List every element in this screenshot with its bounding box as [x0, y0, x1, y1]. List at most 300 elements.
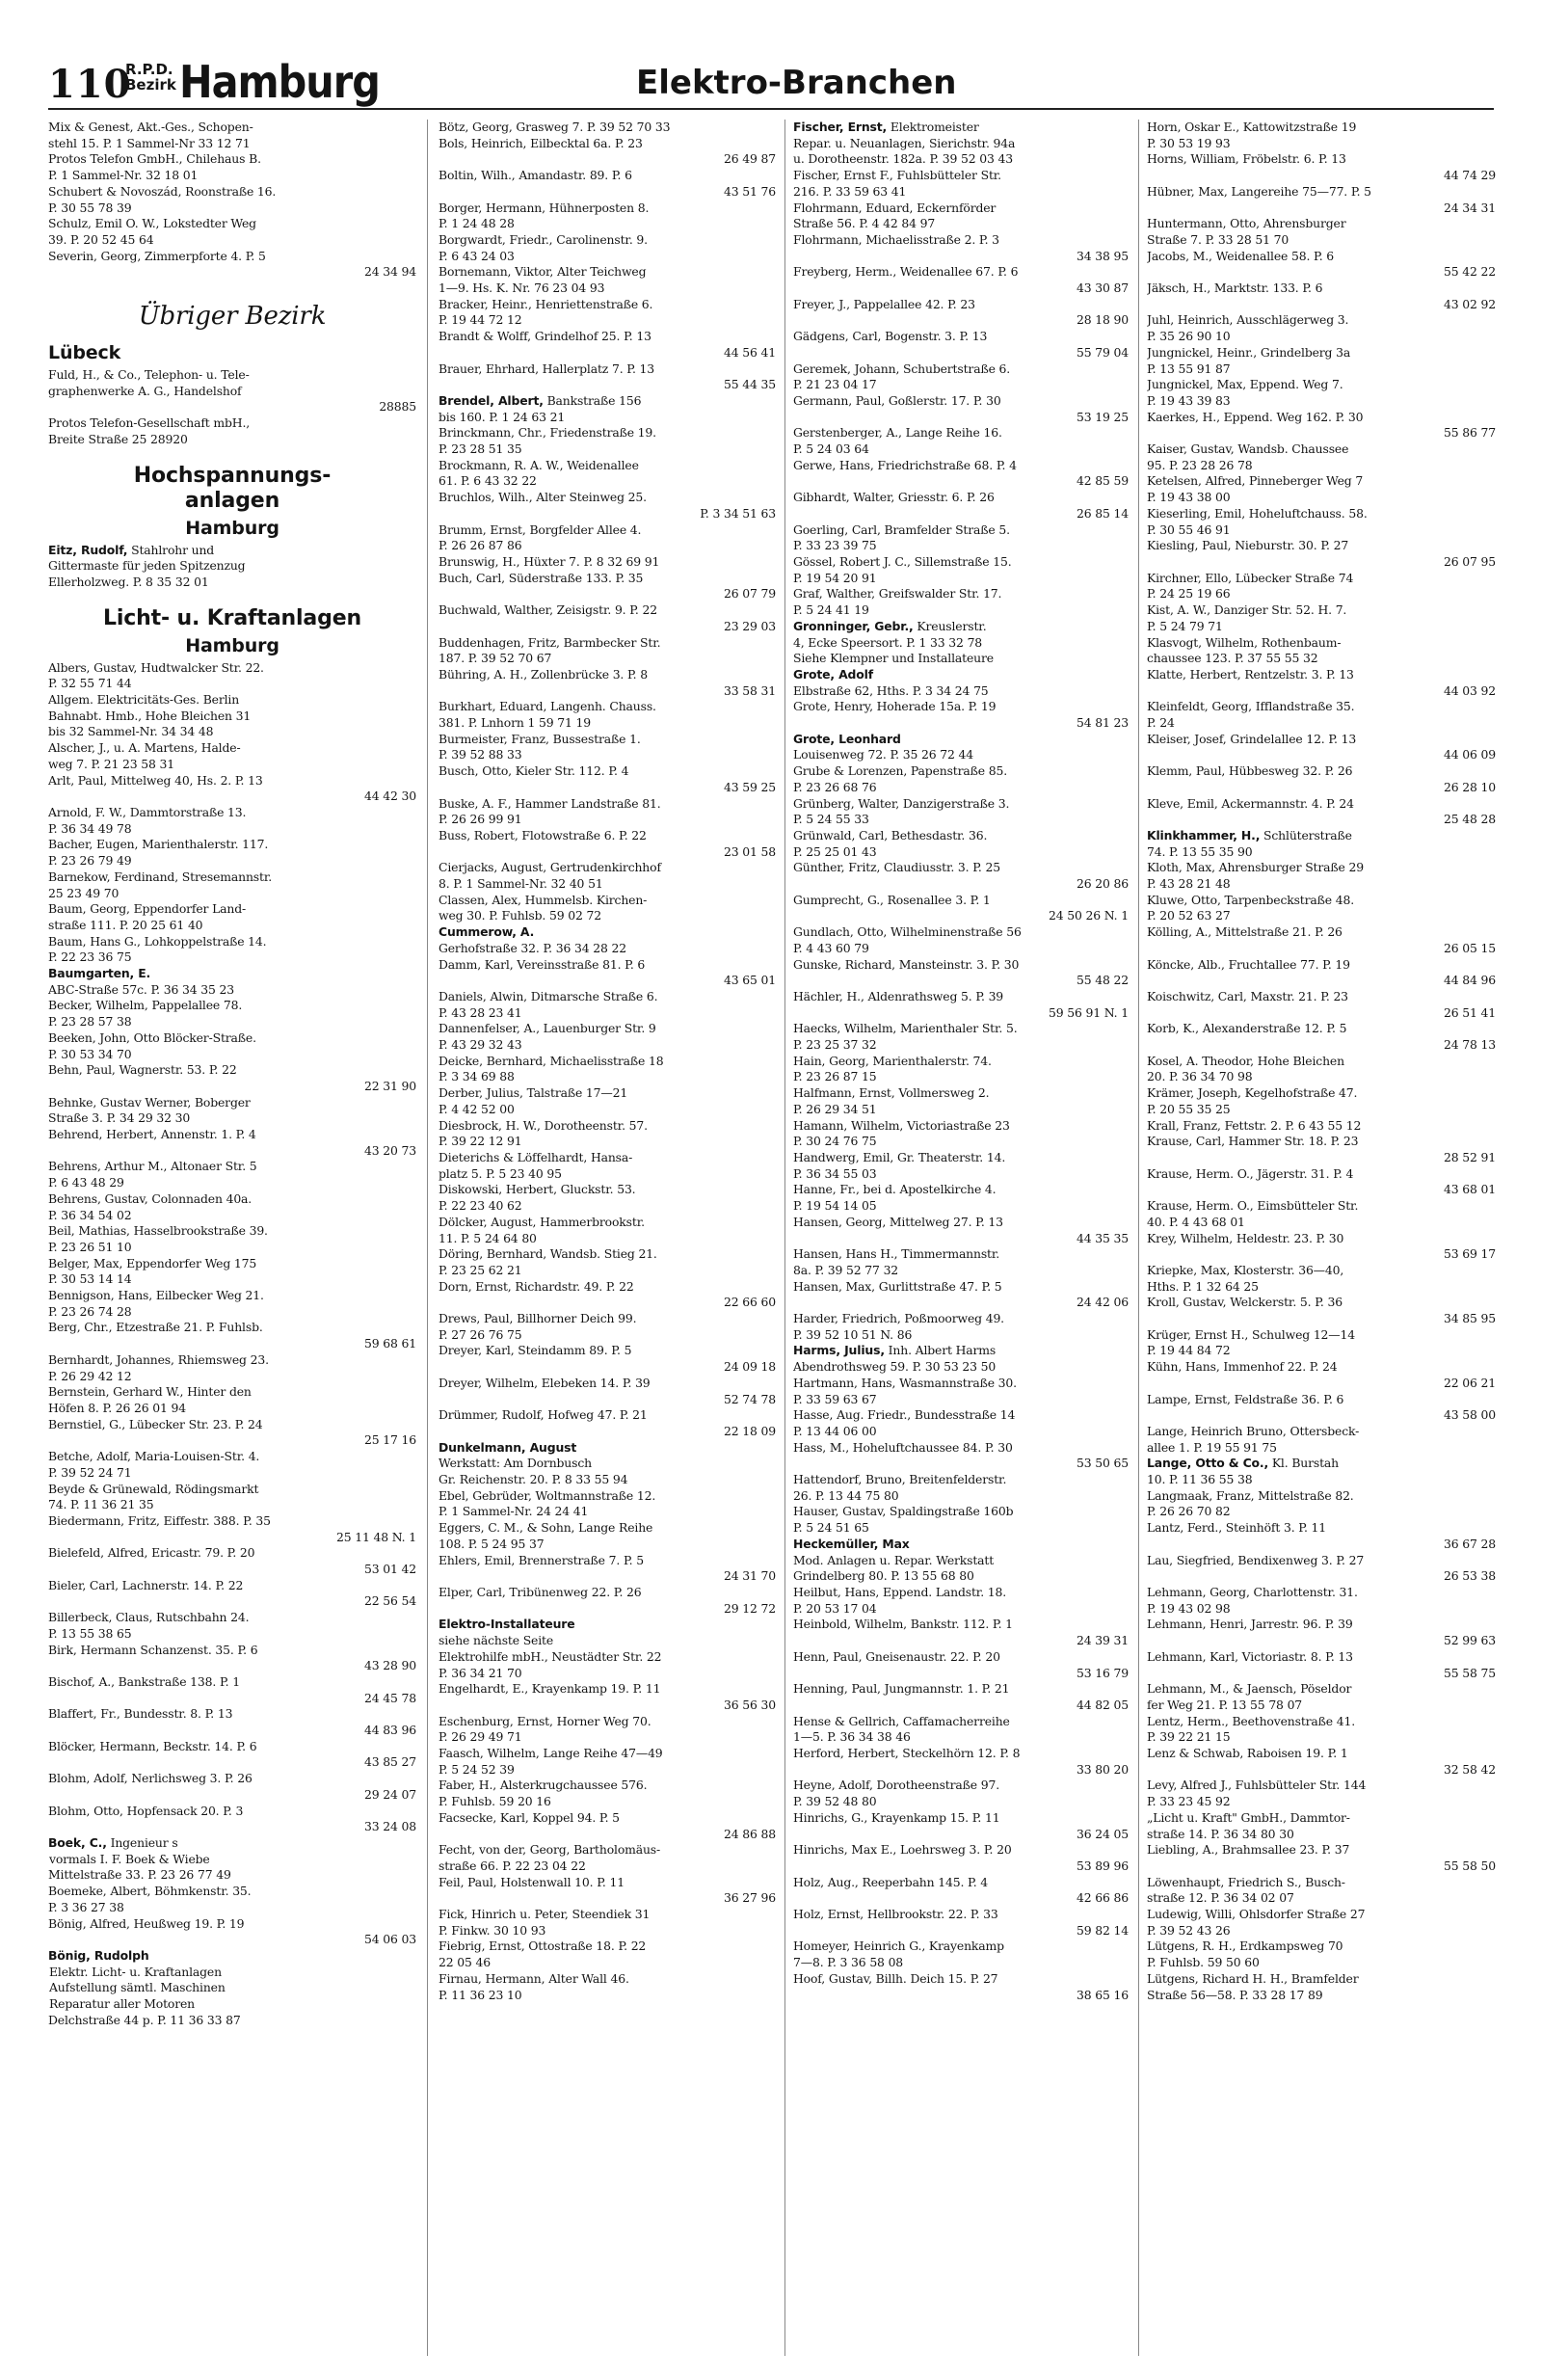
list-item: Lehmann, Georg, Charlottenstr. 31. — [1147, 1584, 1358, 1599]
phone-number: 55 58 75 — [1444, 1665, 1496, 1680]
list-item: Beyde & Grünewald, Rödingsmarkt — [48, 1481, 259, 1496]
header-rule — [48, 108, 1494, 110]
phone-number: 42 85 59 — [1077, 473, 1129, 489]
company-name: Lange, Otto & Co., — [1147, 1456, 1269, 1471]
phone-number: 36 27 96 — [724, 1890, 776, 1906]
list-item: P. 23 26 79 49 — [48, 853, 132, 869]
phone-number: 44 83 96 — [364, 1723, 416, 1738]
list-item: Döring, Bernhard, Wandsb. Stieg 21. — [439, 1246, 657, 1262]
list-item: P. 23 26 51 10 — [48, 1239, 132, 1254]
list-item: Jacobs, M., Weidenallee 58. P. 6 — [1147, 248, 1335, 263]
list-item: Grünwald, Carl, Bethesdastr. 36. — [793, 827, 988, 842]
list-item: Ellerholzweg. P. 8 35 32 01 — [48, 574, 209, 589]
list-item: Baum, Georg, Eppendorfer Land- — [48, 901, 247, 917]
list-item — [793, 619, 1129, 635]
list-item: P. 20 55 35 25 — [1147, 1101, 1231, 1116]
list-item: Fecht, von der, Georg, Bartholomäus- — [439, 1842, 661, 1858]
list-item: P. 5 24 52 39 — [439, 1761, 515, 1777]
phone-number: 43 59 25 — [724, 779, 776, 794]
list-item: Krall, Franz, Fettstr. 2. P. 6 43 55 12 — [1147, 1117, 1362, 1133]
list-item: Behn, Paul, Wagnerstr. 53. P. 22 — [48, 1062, 237, 1078]
phone-number: 36 67 28 — [1444, 1536, 1496, 1551]
list-item: Daniels, Alwin, Ditmarsche Straße 6. — [439, 988, 658, 1003]
list-item: P. 30 55 46 91 — [1147, 521, 1231, 537]
list-item: Höfen 8. P. 26 26 01 94 — [48, 1401, 186, 1415]
list-item: Alscher, J., u. A. Martens, Halde- — [48, 740, 241, 756]
list-item: Koischwitz, Carl, Maxstr. 21. P. 23 — [1147, 988, 1348, 1003]
phone-number: 25 11 48 N. 1 — [336, 1529, 416, 1544]
list-item: 22 05 46 — [439, 1955, 491, 1970]
phone-number: 28 18 90 — [1077, 312, 1129, 328]
list-item: ABC-Straße 57c. P. 36 34 35 23 — [48, 981, 234, 997]
section-title: Elektro-Branchen — [636, 64, 957, 102]
list-item: P. 25 25 01 43 — [793, 843, 877, 859]
list-item: Ketelsen, Alfred, Pinneberger Weg 7 — [1147, 473, 1364, 489]
city-title: Hamburg — [179, 56, 380, 108]
list-item: P. 32 55 71 44 — [48, 676, 132, 691]
list-item: Bühring, A. H., Zollenbrücke 3. P. 8 — [439, 666, 648, 682]
list-item: P. 26 26 70 82 — [1147, 1504, 1231, 1519]
list-item: P. 26 29 34 51 — [793, 1101, 877, 1116]
phone-number: 22 31 90 — [364, 1078, 416, 1093]
list-item: Behrens, Gustav, Colonnaden 40a. — [48, 1190, 253, 1206]
page-number: 110 — [48, 62, 132, 107]
list-item: Hansen, Max, Gurlittstraße 47. P. 5 — [793, 1278, 1002, 1294]
list-item: Holz, Aug., Reeperbahn 145. P. 4 — [793, 1874, 989, 1889]
list-item: Blohm, Adolf, Nerlichsweg 3. P. 26 — [48, 1771, 253, 1786]
phone-number: 44 84 96 — [1444, 973, 1496, 988]
phone-number: 24 78 13 — [1444, 1037, 1496, 1053]
list-item: Hasse, Aug. Friedr., Bundesstraße 14 — [793, 1407, 1016, 1423]
list-item: Bahnabt. Hmb., Hohe Bleichen 31 — [48, 708, 252, 723]
phone-number: 24 42 06 — [1077, 1295, 1129, 1310]
list-item: P. 39 22 12 91 — [439, 1134, 522, 1149]
list-item: Brunswig, H., Hüxter 7. P. 8 32 69 91 — [439, 553, 660, 569]
list-item: Hinrichs, G., Krayenkamp 15. P. 11 — [793, 1809, 1000, 1825]
list-item: Kölling, A., Mittelstraße 21. P. 26 — [1147, 924, 1343, 940]
list-item: 74. P. 11 36 21 35 — [48, 1497, 154, 1512]
phone-number: 24 34 94 — [364, 264, 416, 280]
list-item: P. 30 53 34 70 — [48, 1046, 132, 1061]
list-item: graphenwerke A. G., Handelshof — [48, 383, 242, 398]
list-item: Drews, Paul, Billhorner Deich 99. — [439, 1311, 637, 1326]
list-item: Mittelstraße 33. P. 23 26 77 49 — [48, 1867, 231, 1883]
list-item: Behrend, Herbert, Annenstr. 1. P. 4 — [48, 1127, 256, 1142]
list-item: Albers, Gustav, Hudtwalcker Str. 22. — [48, 659, 264, 675]
phone-number: 26 51 41 — [1444, 1004, 1496, 1020]
phone-number: P. 3 34 51 63 — [700, 505, 776, 521]
list-item: Hartmann, Hans, Wasmannstraße 30. — [793, 1375, 1017, 1390]
list-item: Köncke, Alb., Fruchtallee 77. P. 19 — [1147, 956, 1350, 972]
list-item: Krause, Herm. O., Jägerstr. 31. P. 4 — [1147, 1165, 1354, 1181]
list-item: Aufstellung sämtl. Maschinen — [49, 1980, 226, 1995]
list-item: siehe nächste Seite — [439, 1633, 554, 1648]
list-item: P. Fuhlsb. 59 20 16 — [439, 1794, 551, 1809]
list-item: bis 32 Sammel-Nr. 34 34 48 — [48, 724, 214, 739]
company-name: Fischer, Ernst, — [793, 120, 888, 134]
phone-number: 36 56 30 — [724, 1697, 776, 1712]
list-item: Graf, Walther, Greifswalder Str. 17. — [793, 586, 1002, 602]
list-item: Straße 3. P. 34 29 32 30 — [48, 1110, 191, 1126]
list-item: Elektrohilfe mbH., Neustädter Str. 22 — [439, 1648, 662, 1664]
list-item: Bönig, Alfred, Heußweg 19. P. 19 — [48, 1915, 245, 1931]
phone-number: 59 56 91 N. 1 — [1049, 1004, 1129, 1020]
list-item: Kiesling, Paul, Nieburstr. 30. P. 27 — [1147, 538, 1349, 553]
entry-text: Elektromeister — [887, 120, 979, 134]
list-item: Gittermaste für jeden Spitzenzug — [48, 558, 246, 574]
list-item: Herford, Herbert, Steckelhörn 12. P. 8 — [793, 1746, 1021, 1761]
phone-number: 44 74 29 — [1444, 168, 1496, 183]
list-item: Straße 56. P. 4 42 84 97 — [793, 216, 936, 231]
list-item: Engelhardt, E., Krayenkamp 19. P. 11 — [439, 1681, 661, 1697]
list-item: Kloth, Max, Ahrensburger Straße 29 — [1147, 860, 1364, 875]
list-item: Repar. u. Neuanlagen, Sierichstr. 94a — [793, 135, 1016, 150]
list-item: Buske, A. F., Hammer Landstraße 81. — [439, 795, 661, 811]
list-item: P. 23 25 62 21 — [439, 1262, 522, 1277]
list-item: Brockmann, R. A. W., Weidenallee — [439, 457, 639, 472]
list-item: Protos Telefon-Gesellschaft mbH., — [48, 415, 251, 431]
list-item: Diesbrock, H. W., Dorotheenstr. 57. — [439, 1117, 648, 1133]
list-item: 108. P. 5 24 95 37 — [439, 1536, 545, 1551]
phone-number: 55 42 22 — [1444, 264, 1496, 280]
list-item: P. 5 24 41 19 — [793, 602, 869, 618]
list-item: Behnke, Gustav Werner, Boberger — [48, 1094, 251, 1110]
list-item: 4, Ecke Speersort. P. 1 33 32 78 — [793, 634, 983, 650]
phone-number: 44 42 30 — [364, 789, 416, 804]
list-item: P. 30 55 78 39 — [48, 200, 132, 215]
phone-number: 24 39 31 — [1077, 1633, 1129, 1648]
list-item: P. 3 36 27 38 — [48, 1899, 124, 1914]
list-item: P. 19 43 38 00 — [1147, 490, 1231, 505]
list-item — [1147, 828, 1496, 844]
list-item: Kluwe, Otto, Tarpenbeckstraße 48. — [1147, 892, 1354, 907]
phone-number: 26 53 38 — [1444, 1568, 1496, 1584]
list-item: Betche, Adolf, Maria-Louisen-Str. 4. — [48, 1449, 260, 1464]
company-name: Gronninger, Gebr., — [793, 618, 914, 633]
list-item: Buchwald, Walther, Zeisigstr. 9. P. 22 — [439, 602, 657, 618]
list-item: Straße 7. P. 33 28 51 70 — [1147, 231, 1289, 247]
company-name: Cummerow, A. — [439, 924, 535, 940]
phone-number: 28885 — [379, 399, 416, 414]
list-item: P. 13 44 06 00 — [793, 1423, 877, 1438]
list-item: P. 22 23 40 62 — [439, 1198, 522, 1214]
list-item: P. 43 28 21 48 — [1147, 876, 1231, 892]
list-item: Burkhart, Eduard, Langenh. Chauss. — [439, 699, 656, 714]
phone-number: 23 29 03 — [724, 618, 776, 633]
phone-number: 33 58 31 — [724, 682, 776, 698]
list-item: Breite Straße 25 28920 — [48, 431, 188, 446]
list-item: 8. P. 1 Sammel-Nr. 32 40 51 — [439, 876, 603, 892]
list-item: Geremek, Johann, Schubertstraße 6. — [793, 361, 1011, 376]
list-item: Fiebrig, Ernst, Ottostraße 18. P. 22 — [439, 1939, 647, 1954]
list-item: Henn, Paul, Gneisenaustr. 22. P. 20 — [793, 1648, 1000, 1664]
list-item: Borgwardt, Friedr., Carolinenstr. 9. — [439, 231, 648, 247]
list-item — [793, 120, 1129, 136]
list-item: Horns, William, Fröbelstr. 6. P. 13 — [1147, 151, 1346, 167]
heading-licht-kraft: Licht- u. Kraftanlagen — [102, 605, 361, 630]
list-item: Löwenhaupt, Friedrich S., Busch- — [1147, 1874, 1345, 1889]
list-item: 74. P. 13 55 35 90 — [1147, 843, 1253, 859]
list-item: Derber, Julius, Talstraße 17—21 — [439, 1085, 628, 1101]
company-name: Baumgarten, E. — [48, 966, 151, 981]
list-item: Kieserling, Emil, Hoheluftchauss. 58. — [1147, 505, 1368, 521]
list-item: P. 26 29 42 12 — [48, 1368, 132, 1383]
phone-number: 26 49 87 — [724, 151, 776, 167]
list-item: P. 1 24 48 28 — [439, 216, 515, 231]
phone-number: 32 58 42 — [1444, 1761, 1496, 1777]
list-item: straße 14. P. 36 34 80 30 — [1147, 1826, 1294, 1841]
list-item: P. 5 24 79 71 — [1147, 618, 1223, 633]
phone-number: 59 82 14 — [1077, 1922, 1129, 1938]
list-item: Kleve, Emil, Ackermannstr. 4. P. 24 — [1147, 795, 1354, 811]
list-item: Brumm, Ernst, Borgfelder Allee 4. — [439, 521, 642, 537]
list-item: Gundlach, Otto, Wilhelminenstraße 56 — [793, 924, 1022, 940]
list-item: Lütgens, Richard H. H., Bramfelder — [1147, 1970, 1359, 1986]
list-item: Buddenhagen, Fritz, Barmbecker Str. — [439, 634, 661, 650]
phone-number: 44 03 92 — [1444, 682, 1496, 698]
list-item: Billerbeck, Claus, Rutschbahn 24. — [48, 1610, 250, 1625]
phone-number: 43 51 76 — [724, 183, 776, 199]
list-item: P. 36 34 21 70 — [439, 1665, 522, 1680]
list-item: Becker, Wilhelm, Pappelallee 78. — [48, 998, 243, 1013]
phone-number: 22 66 60 — [724, 1295, 776, 1310]
list-item: Bieler, Carl, Lachnerstr. 14. P. 22 — [48, 1577, 244, 1592]
phone-number: 44 06 09 — [1444, 747, 1496, 762]
list-item — [439, 924, 776, 941]
phone-number: 52 74 78 — [724, 1391, 776, 1406]
list-item: Grünberg, Walter, Danzigerstraße 3. — [793, 795, 1010, 811]
list-item: Busch, Otto, Kieler Str. 112. P. 4 — [439, 763, 629, 779]
list-item: Lau, Siegfried, Bendixenweg 3. P. 27 — [1147, 1552, 1365, 1567]
list-item: straße 111. P. 20 25 61 40 — [48, 917, 203, 932]
list-item: Buch, Carl, Süderstraße 133. P. 35 — [439, 570, 644, 585]
entry-text: Kl. Burstah — [1268, 1456, 1339, 1471]
entry-text: Bankstraße 156 — [543, 392, 642, 408]
list-item: Heilbut, Hans, Eppend. Landstr. 18. — [793, 1584, 1007, 1599]
phone-number: 43 58 00 — [1444, 1407, 1496, 1423]
list-item: platz 5. P. 5 23 40 95 — [439, 1165, 562, 1181]
list-item: P. 19 44 72 12 — [439, 312, 522, 328]
phone-number: 53 69 17 — [1444, 1246, 1496, 1262]
list-item: 8a. P. 39 52 77 32 — [793, 1262, 899, 1277]
list-item: Heyne, Adolf, Dorotheenstraße 97. — [793, 1778, 999, 1793]
list-item: Huntermann, Otto, Ahrensburger — [1147, 216, 1346, 231]
list-item: Damm, Karl, Vereinsstraße 81. P. 6 — [439, 956, 646, 972]
list-item: Birk, Hermann Schanzenst. 35. P. 6 — [48, 1642, 258, 1657]
list-item: P. 30 53 14 14 — [48, 1271, 132, 1287]
list-item: Ludewig, Willi, Ohlsdorfer Straße 27 — [1147, 1907, 1366, 1922]
list-item: Lampe, Ernst, Feldstraße 36. P. 6 — [1147, 1391, 1344, 1406]
list-item: Dreyer, Wilhelm, Elebeken 14. P. 39 — [439, 1375, 651, 1390]
phone-number: 43 02 92 — [1444, 296, 1496, 311]
list-item: Elper, Carl, Tribünenweg 22. P. 26 — [439, 1584, 642, 1599]
list-item: Borger, Hermann, Hühnerposten 8. — [439, 200, 650, 215]
phone-number: 24 09 18 — [724, 1359, 776, 1375]
list-item: allee 1. P. 19 55 91 75 — [1147, 1439, 1277, 1455]
list-item: 216. P. 33 59 63 41 — [793, 183, 907, 199]
phone-number: 22 18 09 — [724, 1423, 776, 1438]
list-item: Deicke, Bernhard, Michaelisstraße 18 — [439, 1053, 664, 1068]
phone-number: 55 86 77 — [1444, 425, 1496, 441]
list-item: P. 13 55 38 65 — [48, 1625, 132, 1641]
column-divider — [784, 120, 785, 2356]
list-item — [439, 393, 776, 410]
list-item: Dölcker, August, Hammerbrookstr. — [439, 1214, 645, 1229]
list-item: P. 39 52 88 33 — [439, 747, 522, 762]
list-item — [439, 1617, 776, 1633]
list-item: Gunske, Richard, Mansteinstr. 3. P. 30 — [793, 956, 1020, 972]
list-item: P. 39 22 21 15 — [1147, 1729, 1231, 1745]
list-item: Homeyer, Heinrich G., Krayenkamp — [793, 1939, 1004, 1954]
heading-hochspannung: Hochspannungs- — [133, 463, 332, 488]
list-item: P. 43 29 32 43 — [439, 1037, 522, 1053]
list-item: chaussee 123. P. 37 55 55 32 — [1147, 651, 1318, 666]
list-item: P. 6 43 24 03 — [439, 248, 515, 263]
list-item: Drümmer, Rudolf, Hofweg 47. P. 21 — [439, 1407, 648, 1423]
list-item: Bruchlos, Wilh., Alter Steinweg 25. — [439, 490, 647, 505]
list-item: bis 160. P. 1 24 63 21 — [439, 409, 566, 424]
phone-number: 55 79 04 — [1077, 344, 1129, 360]
list-item: Hächler, H., Aldenrathsweg 5. P. 39 — [793, 988, 1004, 1003]
list-item: Boemeke, Albert, Böhmkenstr. 35. — [48, 1884, 252, 1899]
list-item: P. 26 26 99 91 — [439, 812, 522, 827]
list-item: Bacher, Eugen, Marienthalerstr. 117. — [48, 837, 269, 852]
list-item: weg 7. P. 21 23 58 31 — [48, 756, 175, 771]
list-item: P. 23 25 37 32 — [793, 1037, 877, 1053]
list-item: P. 4 42 52 00 — [439, 1101, 515, 1116]
list-item: P. Fuhlsb. 59 50 60 — [1147, 1955, 1260, 1970]
list-item: P. 36 34 55 03 — [793, 1165, 877, 1181]
phone-number: 53 01 42 — [364, 1562, 416, 1577]
company-name: Grote, Adolf — [793, 666, 873, 682]
list-item: Kist, A. W., Danziger Str. 52. H. 7. — [1147, 602, 1347, 618]
list-item: Harder, Friedrich, Poßmoorweg 49. — [793, 1311, 1004, 1326]
list-item: Gerhofstraße 32. P. 36 34 28 22 — [439, 940, 626, 955]
list-item: Arlt, Paul, Mittelweg 40, Hs. 2. P. 13 — [48, 772, 263, 788]
list-item: Goerling, Carl, Bramfelder Straße 5. — [793, 521, 1010, 537]
phone-number: 53 16 79 — [1077, 1665, 1129, 1680]
phone-number: 22 56 54 — [364, 1593, 416, 1609]
list-item: Straße 56—58. P. 33 28 17 89 — [1147, 1987, 1323, 2002]
list-item: Hass, M., Hoheluftchaussee 84. P. 30 — [793, 1439, 1013, 1455]
list-item: P. 30 24 76 75 — [793, 1134, 877, 1149]
heading-luebeck: Lübeck — [48, 342, 121, 364]
list-item: Schubert & Novoszád, Roonstraße 16. — [48, 183, 277, 199]
phone-number: 43 28 90 — [364, 1658, 416, 1673]
list-item: Boltin, Wilh., Amandastr. 89. P. 6 — [439, 168, 632, 183]
heading-hamburg: Hamburg — [185, 634, 279, 656]
list-item: P. 39 52 10 51 N. 86 — [793, 1326, 913, 1342]
list-item: „Licht u. Kraft" GmbH., Dammtor- — [1147, 1809, 1350, 1825]
list-item: Firnau, Hermann, Alter Wall 46. — [439, 1970, 629, 1986]
list-item: Hansen, Georg, Mittelweg 27. P. 13 — [793, 1214, 1003, 1229]
list-item: Feil, Paul, Holstenwall 10. P. 11 — [439, 1874, 625, 1889]
list-item: Lantz, Ferd., Steinhöft 3. P. 11 — [1147, 1520, 1327, 1536]
phone-number: 25 48 28 — [1444, 812, 1496, 827]
list-item: Severin, Georg, Zimmerpforte 4. P. 5 — [48, 248, 266, 263]
list-item: u. Dorotheenstr. 182a. P. 39 52 03 43 — [793, 151, 1013, 167]
list-item: Gerwe, Hans, Friedrichstraße 68. P. 4 — [793, 457, 1017, 472]
column-divider — [1138, 120, 1139, 2356]
list-item: Burmeister, Franz, Bussestraße 1. — [439, 731, 641, 746]
list-item: Schulz, Emil O. W., Lokstedter Weg — [48, 216, 256, 231]
list-item: Bracker, Heinr., Henriettenstraße 6. — [439, 296, 653, 311]
list-item: Lütgens, R. H., Erdkampsweg 70 — [1147, 1939, 1343, 1954]
column-3 — [793, 120, 1129, 2356]
phone-number: 26 05 15 — [1444, 940, 1496, 955]
company-name: Heckemüller, Max — [793, 1536, 910, 1551]
list-item: P. 22 23 36 75 — [48, 949, 132, 965]
list-item: Kirchner, Ello, Lübecker Straße 74 — [1147, 570, 1354, 585]
list-item: Beil, Mathias, Hasselbrookstraße 39. — [48, 1223, 268, 1239]
list-item: P. 5 24 55 33 — [793, 812, 869, 827]
phone-number: 36 24 05 — [1077, 1826, 1129, 1841]
list-item: weg 30. P. Fuhlsb. 59 02 72 — [439, 908, 601, 923]
heading-uebriger-bezirk: Übriger Bezirk — [138, 302, 327, 332]
list-item: Facsecke, Karl, Koppel 94. P. 5 — [439, 1809, 620, 1825]
phone-number: 44 82 05 — [1077, 1697, 1129, 1712]
list-item: Boek, C., Ingenieur s — [48, 1834, 178, 1850]
phone-number: 26 07 95 — [1444, 553, 1496, 569]
list-item: fer Weg 21. P. 13 55 78 07 — [1147, 1697, 1303, 1712]
list-item: P. 24 — [1147, 715, 1175, 731]
list-item: Krause, Carl, Hammer Str. 18. P. 23 — [1147, 1134, 1359, 1149]
list-item: Flohrmann, Michaelisstraße 2. P. 3 — [793, 231, 999, 247]
list-item: P. 39 52 48 80 — [793, 1794, 877, 1809]
list-item: P. 1 Sammel-Nr. 32 18 01 — [48, 168, 199, 183]
list-item: Faber, H., Alsterkrugchaussee 576. — [439, 1778, 648, 1793]
bezirk-label: Bezirk — [125, 76, 176, 94]
list-item: Jäksch, H., Marktstr. 133. P. 6 — [1147, 281, 1323, 296]
list-item — [1147, 1456, 1496, 1472]
list-item: Elektr. Licht- u. Kraftanlagen — [49, 1964, 222, 1979]
list-item: Hinrichs, Max E., Loehrsweg 3. P. 20 — [793, 1842, 1012, 1858]
list-item: Reparatur aller Motoren — [49, 1996, 195, 2012]
list-item — [439, 1440, 776, 1457]
list-item: 39. P. 20 52 45 64 — [48, 231, 154, 247]
phone-number: 26 07 79 — [724, 586, 776, 602]
company-name: Eitz, Rudolf, — [48, 542, 128, 557]
phone-number: 34 85 95 — [1444, 1311, 1496, 1326]
list-item: P. 1 Sammel-Nr. 24 24 41 — [439, 1504, 589, 1519]
list-item: Hain, Georg, Marienthalerstr. 74. — [793, 1053, 992, 1068]
list-item: Diskowski, Herbert, Gluckstr. 53. — [439, 1182, 636, 1197]
list-item: Brinckmann, Chr., Friedenstraße 19. — [439, 425, 656, 441]
list-item: Horn, Oskar E., Kattowitzstraße 19 — [1147, 120, 1357, 134]
list-item: Ebel, Gebrüder, Woltmannstraße 12. — [439, 1487, 656, 1503]
list-item: Hattendorf, Bruno, Breitenfelderstr. — [793, 1472, 1007, 1487]
phone-number: 24 86 88 — [724, 1826, 776, 1841]
list-item: Lehmann, Karl, Victoriastr. 8. P. 13 — [1147, 1648, 1353, 1664]
list-item: Kleinfeldt, Georg, Ifflandstraße 35. — [1147, 699, 1355, 714]
list-item: 1—5. P. 36 34 38 46 — [793, 1729, 911, 1745]
company-name: Bönig, Rudolph — [48, 1947, 149, 1963]
list-item: Gumprecht, G., Rosenallee 3. P. 1 — [793, 892, 991, 907]
list-item: Berg, Chr., Etzestraße 21. P. Fuhlsb. — [48, 1320, 263, 1335]
list-item: straße 12. P. 36 34 02 07 — [1147, 1890, 1294, 1906]
list-item: Arnold, F. W., Dammtorstraße 13. — [48, 804, 247, 819]
list-item: Jungnickel, Max, Eppend. Weg 7. — [1147, 377, 1343, 392]
list-item: Brandt & Wolff, Grindelhof 25. P. 13 — [439, 329, 651, 344]
company-name: Dunkelmann, August — [439, 1439, 577, 1455]
list-item: P. 20 52 63 27 — [1147, 908, 1231, 923]
phone-number: 24 31 70 — [724, 1568, 776, 1584]
list-item: P. 3 34 69 88 — [439, 1069, 515, 1084]
list-item: P. 33 59 63 67 — [793, 1391, 877, 1406]
phone-number: 59 68 61 — [364, 1336, 416, 1351]
rpd-label: R.P.D. — [125, 61, 173, 78]
column-2 — [439, 120, 776, 2356]
